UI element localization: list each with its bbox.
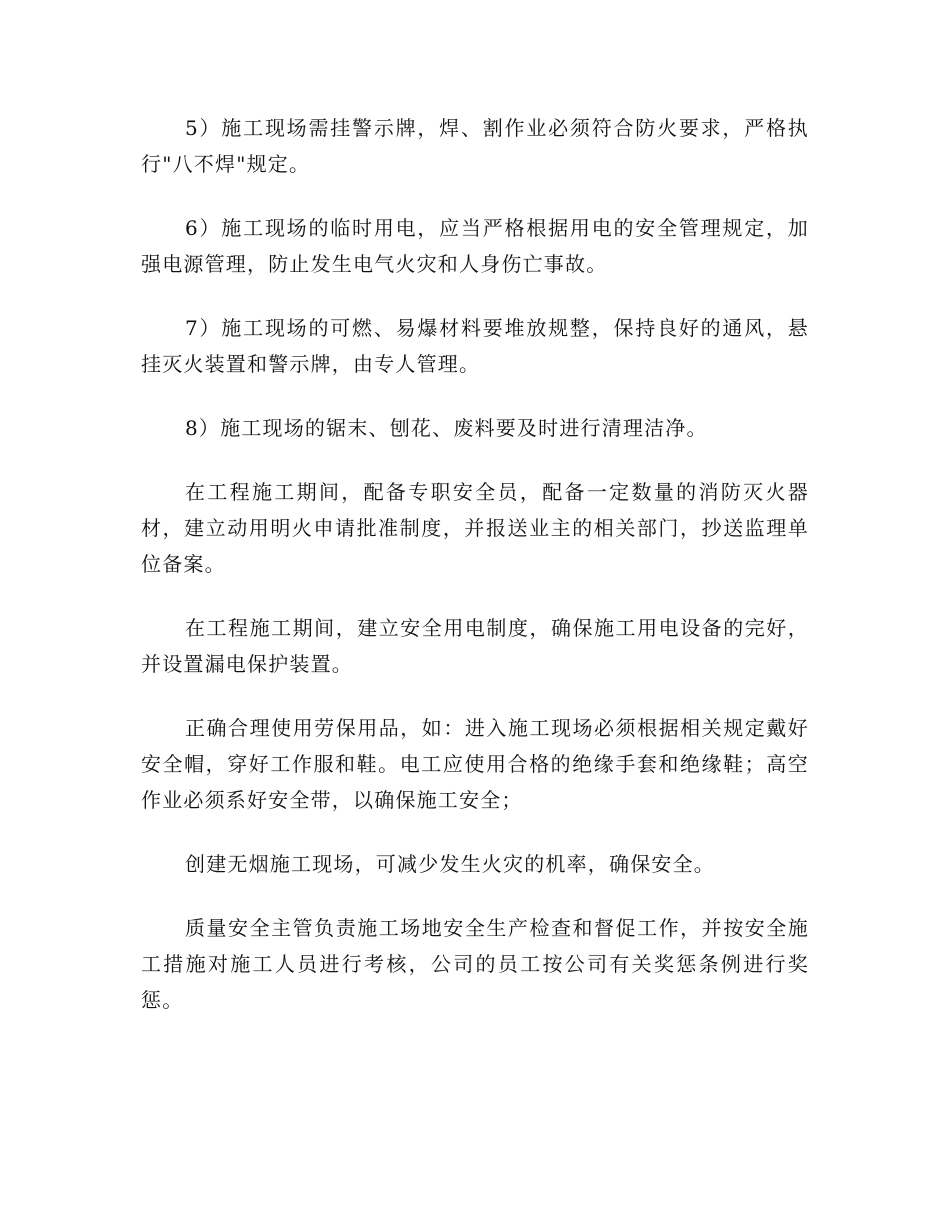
paragraph-item-8: 8）施工现场的锯末、刨花、废料要及时进行清理洁净。 bbox=[185, 416, 708, 440]
paragraph-no-smoking: 创建无烟施工现场，可减少发生火灾的机率，确保安全。 bbox=[185, 852, 715, 876]
paragraph-supervision: 质量安全主管负责施工场地安全生产检查和督促工作，并按安全施工措施对施工人员进行考核，公司的员工按公司有关奖惩条例进行奖惩。 bbox=[141, 916, 809, 1012]
paragraph-item-5: 5）施工现场需挂警示牌，焊、割作业必须符合防火要求，严格执行"八不焊"规定。 bbox=[141, 116, 809, 176]
document-page bbox=[141, 110, 809, 1046]
paragraph-item-6: 6）施工现场的临时用电，应当严格根据用电的安全管理规定，加强电源管理，防止发生电气火灾和人身伤亡事故。 bbox=[141, 216, 809, 276]
paragraph-protective-equipment: 正确合理使用劳保用品，如：进入施工现场必须根据相关规定戴好安全帽，穿好工作服和鞋。电工应使用合格的绝缘手套和绝缘鞋；高空作业必须系好安全带，以确保施工安全； bbox=[141, 716, 809, 812]
paragraph-item-7: 7）施工现场的可燃、易爆材料要堆放规整，保持良好的通风，悬挂灭火装置和警示牌，由专人管理。 bbox=[141, 316, 809, 376]
paragraph-electric-safety: 在工程施工期间，建立安全用电制度，确保施工用电设备的完好，并设置漏电保护装置。 bbox=[141, 616, 809, 676]
paragraph-safety-officer: 在工程施工期间，配备专职安全员，配备一定数量的消防灭火器材，建立动用明火申请批准制度，并报送业主的相关部门，抄送监理单位备案。 bbox=[141, 480, 809, 576]
